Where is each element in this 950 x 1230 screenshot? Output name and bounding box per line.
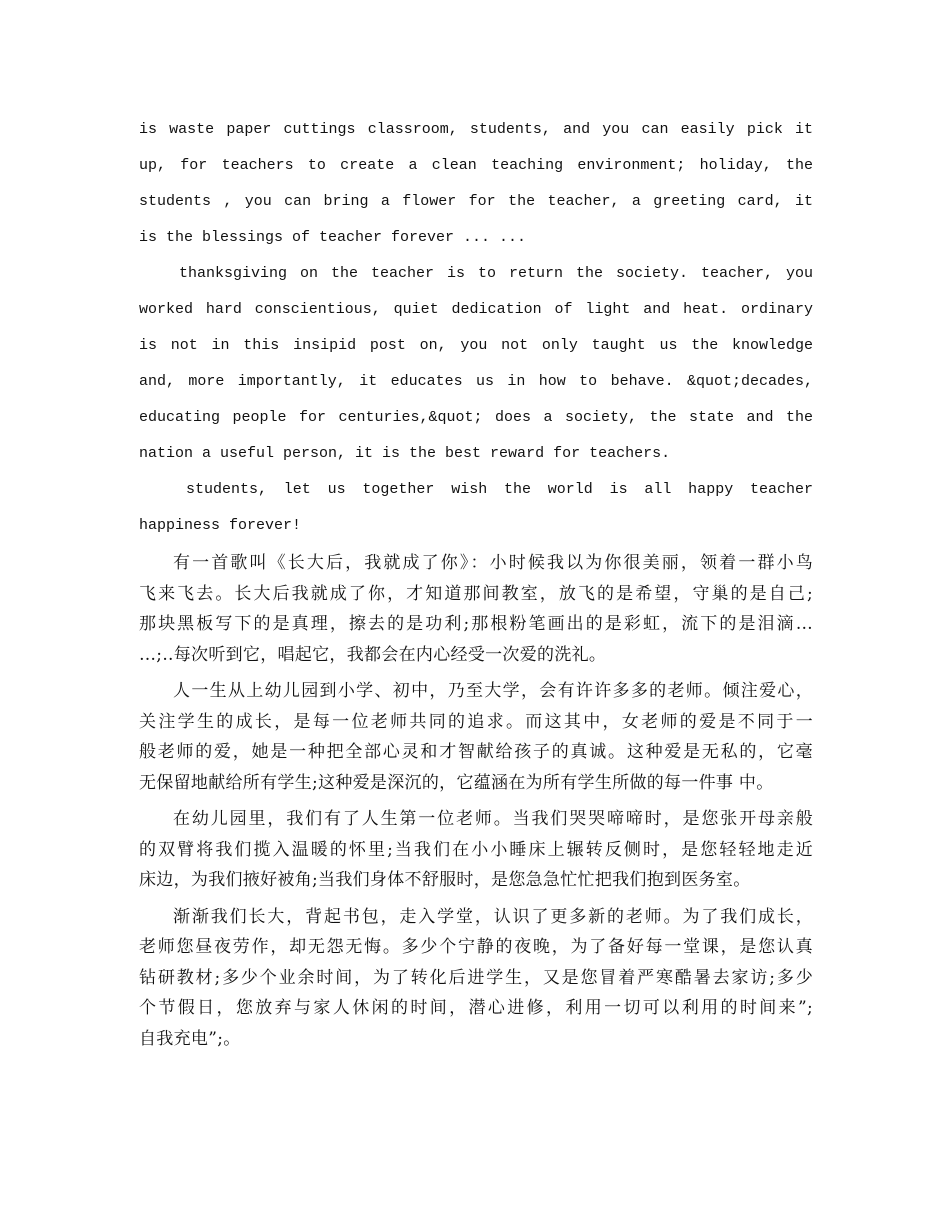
paragraph-zh-4 [139, 902, 813, 1055]
text-line: nation a useful person, it is the best reward for teachers. [139, 445, 671, 462]
text-line: is not in this insipid post on, you not only taught us the knowledge [139, 337, 813, 354]
text-line: is waste paper cuttings classroom, students, and you can easily pick it [139, 121, 813, 138]
text-line: and, more importantly, it educates us in how to behave. &quot;decades, [139, 373, 813, 390]
paragraph-en-3 [139, 472, 813, 544]
text-line: …;..每次听到它，唱起它，我都会在内心经受一次爱的洗礼。 [139, 644, 607, 665]
text-line: 般老师的爱，她是一种把全部心灵和才智献给孩子的真诚。这种爱是无私的，它毫 [139, 742, 813, 762]
text-line: 那块黑板写下的是真理，擦去的是功利;那根粉笔画出的是彩虹，流下的是泪滴… [139, 614, 813, 634]
text-line: 关注学生的成长，是每一位老师共同的追求。而这其中，女老师的爱是不同于一 [139, 711, 813, 732]
text-line: educating people for centuries,&quot; does a society, the state and the [139, 409, 813, 426]
text-line: happiness forever! [139, 517, 302, 534]
document-body [139, 112, 813, 1054]
text-line: is the blessings of teacher forever ... ... [139, 229, 527, 246]
text-line: 老师您昼夜劳作，却无怨无悔。多少个宁静的夜晚，为了备好每一堂课，是您认真 [139, 937, 813, 957]
text-line: 有一首歌叫《长大后，我就成了你》：小时候我以为你很美丽，领着一群小鸟 [173, 553, 813, 573]
text-line: 无保留地献给所有学生;这种爱是深沉的，它蕴涵在为所有学生所做的每一件事 中。 [139, 772, 774, 793]
text-line: up, for teachers to create a clean teaching environment; holiday, the [139, 157, 813, 174]
paragraph-zh-1 [139, 548, 813, 670]
text-line: students, let us together wish the world is all happy teacher [186, 481, 813, 498]
text-line: 钻研教材;多少个业余时间，为了转化后进学生，又是您冒着严寒酷暑去家访;多少 [139, 967, 813, 988]
text-line: 自我充电”;。 [139, 1028, 241, 1049]
text-line: 渐渐我们长大，背起书包，走入学堂，认识了更多新的老师。为了我们成长， [173, 906, 813, 927]
text-line: 的双臂将我们揽入温暖的怀里;当我们在小小睡床上辗转反侧时，是您轻轻地走近 [139, 839, 813, 860]
text-line: students , you can bring a flower for the teacher, a greeting card, it [139, 193, 813, 210]
paragraph-en-2 [139, 256, 813, 472]
text-line: thanksgiving on the teacher is to return the society. teacher, you [179, 265, 813, 282]
paragraph-zh-2 [139, 676, 813, 798]
text-line: 人一生从上幼儿园到小学、初中，乃至大学，会有许许多多的老师。倾注爱心， [173, 681, 813, 701]
text-line: 个节假日，您放弃与家人休闲的时间，潜心进修，利用一切可以利用的时间来”; [139, 998, 813, 1018]
text-line: 床边，为我们掖好被角;当我们身体不舒服时，是您急急忙忙把我们抱到医务室。 [139, 870, 751, 890]
text-line: 在幼儿园里，我们有了人生第一位老师。当我们哭哭啼啼时，是您张开母亲般 [173, 809, 813, 829]
paragraph-en-1 [139, 112, 813, 256]
text-line: worked hard conscientious, quiet dedication of light and heat. ordinary [139, 301, 813, 318]
paragraph-zh-3 [139, 804, 813, 896]
text-line: 飞来飞去。长大后我就成了你，才知道那间教室，放飞的是希望，守巢的是自己; [139, 583, 813, 604]
